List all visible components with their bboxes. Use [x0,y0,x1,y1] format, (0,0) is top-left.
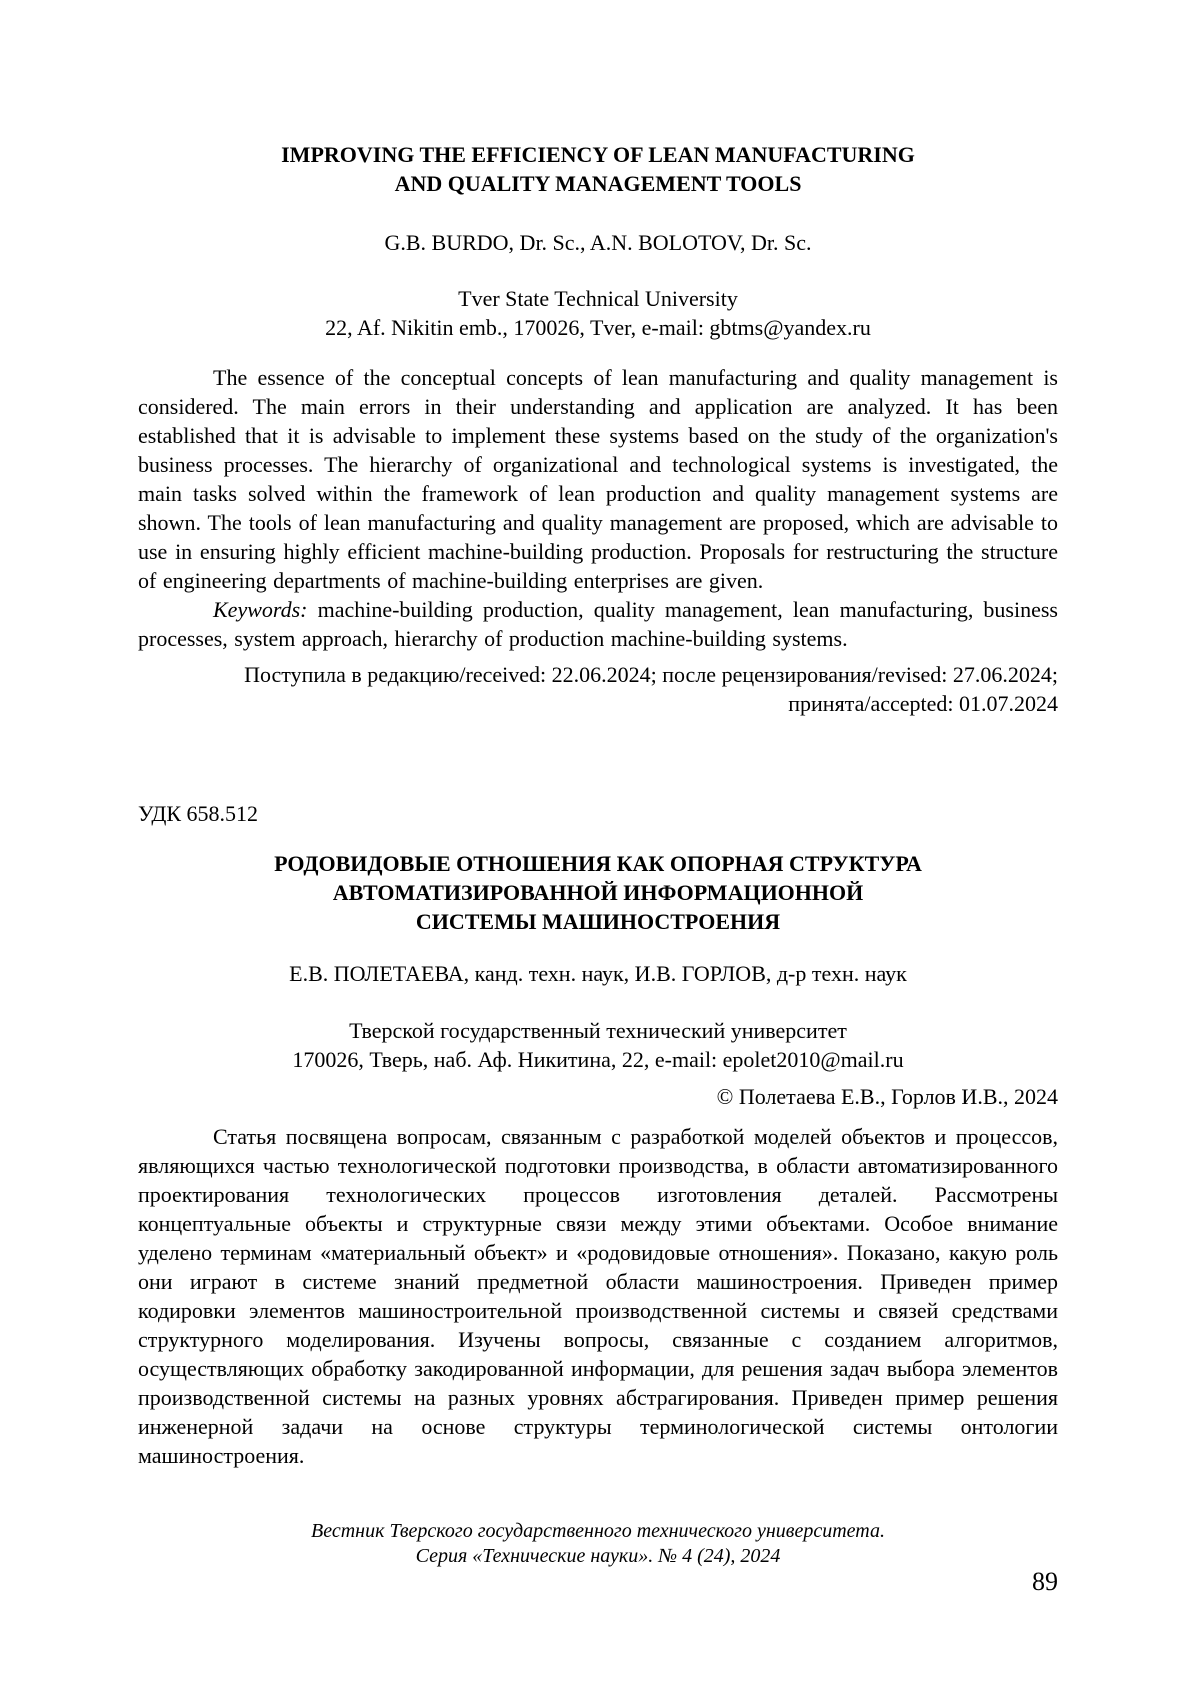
footer-series-issue: Серия «Технические науки». № 4 (24), 2024 [415,1545,781,1567]
keywords-text: machine-building production, quality management, lean manufacturing, business processes, system approach, hierarchy of production machine-building systems. [138,597,1058,651]
russian-affiliation: Тверской государственный технический университет [349,1018,847,1043]
russian-article [138,799,1058,1470]
english-title-line-2: AND QUALITY MANAGEMENT TOOLS [394,171,802,196]
english-article [138,140,1058,718]
english-article-title [138,140,1058,198]
keywords-label: Keywords: [213,597,308,622]
accepted-line: принята/accepted: 01.07.2024 [788,691,1058,716]
russian-article-title [138,849,1058,936]
journal-footer [138,1519,1058,1569]
copyright-line: © Полетаева Е.В., Горлов И.В., 2024 [716,1084,1058,1109]
russian-title-line-3: СИСТЕМЫ МАШИНОСТРОЕНИЯ [415,909,781,934]
english-keywords [138,595,1058,653]
page-content [138,0,1058,1596]
english-affiliation-block [138,284,1058,342]
russian-abstract: Статья посвящена вопросам, связанным с разработкой моделей объектов и процессов, являющихся частью технологической подготовки производства, в области автоматизированного проектирования технологических процессов изготовления деталей. Рассмотрены концептуальные объекты и структурные связи между этими объектами. Особое внимание уделено терминам «материальный объект» и «родовидовые отношения». Показано, какую роль они играют в системе знаний предметной области машиностроения. Приведен пример кодировки элементов машиностроительной производственной системы и связей средствами структурного моделирования. Изучены вопросы, связанные с созданием алгоритмов, осуществляющих обработку закодированной информации, для решения задач выбора элементов производственной системы на разных уровнях абстрагирования. Приведен пример решения инженерной задачи на основе структуры терминологической системы онтологии машиностроения. [138,1124,1058,1468]
russian-title-line-1: РОДОВИДОВЫЕ ОТНОШЕНИЯ КАК ОПОРНАЯ СТРУКТУРА [274,851,922,876]
english-authors: G.B. BURDO, Dr. Sc., A.N. BOLOTOV, Dr. Sc. [384,230,812,255]
russian-title-line-2: АВТОМАТИЗИРОВАННОЙ ИНФОРМАЦИОННОЙ [332,880,864,905]
received-revised-line: Поступила в редакцию/received: 22.06.2024; после рецензирования/revised: 27.06.2024; [244,662,1058,687]
footer-journal-name: Вестник Тверского государственного технического университета. [311,1520,885,1542]
russian-authors: Е.В. ПОЛЕТАЕВА, канд. техн. наук, И.В. ГОРЛОВ, д-р техн. наук [289,961,907,986]
english-title-line-1: IMPROVING THE EFFICIENCY OF LEAN MANUFACTURING [281,142,915,167]
russian-affiliation-block [138,1016,1058,1074]
received-dates-block [138,660,1058,718]
english-affiliation: Tver State Technical University [458,286,738,311]
english-address: 22, Af. Nikitin emb., 170026, Tver, e-mail: gbtms@yandex.ru [325,315,871,340]
russian-address: 170026, Тверь, наб. Аф. Никитина, 22, e-mail: epolet2010@mail.ru [292,1047,904,1072]
udc-code: УДК 658.512 [138,801,259,826]
page-number: 89 [1032,1567,1058,1596]
english-abstract: The essence of the conceptual concepts of lean manufacturing and quality management is considered. The main errors in their understanding and application are analyzed. It has been established that it is advisable to implement these systems based on the study of the organization's business processes. The hierarchy of organizational and technological systems is investigated, the main tasks solved within the framework of lean production and quality management systems are shown. The tools of lean manufacturing and quality management are proposed, which are advisable to use in ensuring highly efficient machine-building production. Proposals for restructuring the structure of engineering departments of machine-building enterprises are given. [138,365,1058,593]
